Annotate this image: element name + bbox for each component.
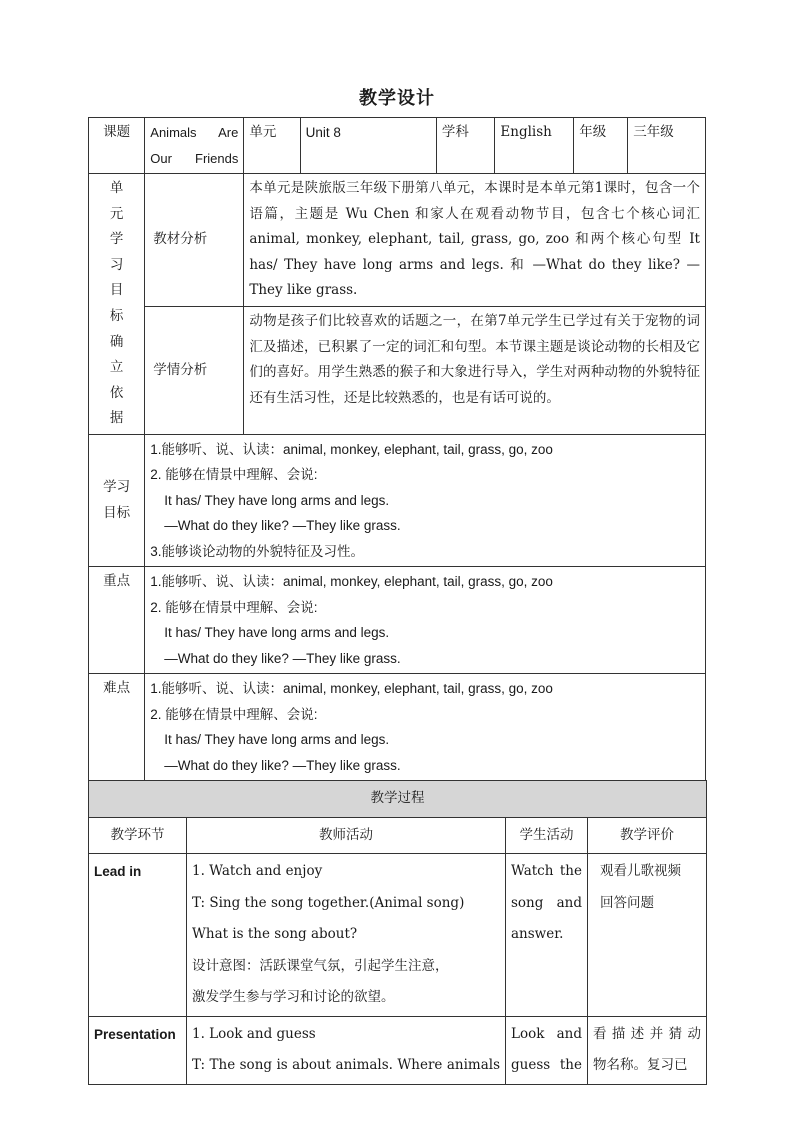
basis-label-char: 标 <box>109 307 124 324</box>
difficulty-line: It has/ They have long arms and legs. <box>164 732 390 748</box>
objective-line: —What do they like? —They like grass. <box>164 518 401 534</box>
key-point-line: 2. 能够在情景中理解、会说: <box>150 599 318 615</box>
column-header: 教学环节 <box>89 817 187 854</box>
teacher-activity-line: 1. Look and guess <box>192 1025 316 1042</box>
process-header: 教学过程 <box>89 781 707 818</box>
lesson-plan-table <box>88 117 706 807</box>
key-points-content <box>145 567 706 674</box>
objectives-label-line: 学习 <box>103 479 131 496</box>
basis-label-char: 据 <box>109 410 124 427</box>
document-title: 教学设计 <box>359 88 435 109</box>
evaluation-cell <box>588 854 707 1017</box>
basis-label-char: 元 <box>109 205 124 222</box>
column-header: 教师活动 <box>187 817 506 854</box>
student-activity-line: Watch the <box>511 863 582 879</box>
basis-label-char: 目 <box>109 282 124 299</box>
learner-analysis-label: 学情分析 <box>145 307 244 435</box>
evaluation-line: 观看儿歌视频 <box>600 863 681 879</box>
objective-line: 2. 能够在情景中理解、会说: <box>150 467 318 483</box>
grade-label: 年级 <box>574 118 628 174</box>
lesson-label: 课题 <box>89 118 145 174</box>
objectives-label-line: 目标 <box>103 504 131 521</box>
learner-analysis-text: 动物是孩子们比较喜欢的话题之一，在第7单元学生已学过有关于宠物的词汇及描述，已积累了一定的词汇和句型。本节课主题是谈论动物的长相及它们的喜好。用学生熟悉的猴子和大象进行导入，学生对两种动物的外貌特征还有生活习性，还是比较熟悉的，也是有话可说的。 <box>244 307 706 435</box>
teacher-activity-line: T: The song is about animals. Where animals <box>192 1057 500 1073</box>
textbook-analysis-row <box>89 174 706 307</box>
key-points-row <box>89 567 706 674</box>
basis-label <box>89 174 145 435</box>
evaluation-line: 物名称。复习已 <box>593 1057 688 1073</box>
process-row <box>89 854 707 1017</box>
stage-cell: Lead in <box>89 854 187 1017</box>
student-activity-line: Look and <box>511 1025 582 1042</box>
subject-label: 学科 <box>436 118 495 174</box>
basis-label-char: 学 <box>109 231 124 248</box>
teaching-process-table <box>88 780 707 1085</box>
teacher-activity-cell <box>187 854 506 1017</box>
learner-analysis-row <box>89 307 706 435</box>
student-activity-line: guess the <box>511 1057 582 1073</box>
teacher-activity-line: What is the song about? <box>192 926 358 942</box>
teacher-activity-line: 激发学生参与学习和讨论的欲望。 <box>192 989 395 1005</box>
process-header-row <box>89 781 707 818</box>
basis-label-char: 习 <box>109 256 124 273</box>
info-row <box>89 118 706 174</box>
objective-line: 3.能够谈论动物的外貌特征及习性。 <box>150 543 365 559</box>
stage-cell: Presentation <box>89 1016 187 1084</box>
textbook-analysis-text: 本单元是陕旅版三年级下册第八单元，本课时是本单元第1课时，包含一个语篇，主题是 Wu Chen 和家人在观看动物节目，包含七个核心词汇 animal, monkey, elephant, tail, grass, go, zoo 和两个核心句型 It has/ They have long arms and legs. 和 —What do they like? —They like grass. <box>244 174 706 307</box>
objectives-label <box>89 434 145 567</box>
textbook-analysis-label: 教材分析 <box>145 174 244 307</box>
basis-label-char: 依 <box>109 384 124 401</box>
objective-line: It has/ They have long arms and legs. <box>164 492 390 508</box>
objectives-row <box>89 434 706 567</box>
student-activity-line: song and <box>511 894 582 911</box>
key-point-line: It has/ They have long arms and legs. <box>164 625 390 641</box>
teacher-activity-line: 设计意图：活跃课堂气氛，引起学生注意， <box>192 957 449 974</box>
objective-line: 1.能够听、说、认读：animal, monkey, elephant, tail, grass, go, zoo <box>150 441 553 457</box>
student-activity-cell <box>506 1016 588 1084</box>
student-activity-cell <box>506 854 588 1017</box>
difficulty-line: 1.能够听、说、认读：animal, monkey, elephant, tail, grass, go, zoo <box>150 681 553 697</box>
process-row <box>89 1016 707 1084</box>
process-columns-row <box>89 817 707 854</box>
evaluation-line: 回答问题 <box>600 894 654 911</box>
column-header: 教学评价 <box>588 817 707 854</box>
difficulties-label: 难点 <box>89 674 145 807</box>
teacher-activity-line: T: Sing the song together.(Animal song) <box>192 894 465 911</box>
evaluation-cell <box>588 1016 707 1084</box>
teacher-activity-cell <box>187 1016 506 1084</box>
key-point-line: —What do they like? —They like grass. <box>164 650 401 666</box>
difficulty-line: —What do they like? —They like grass. <box>164 757 401 773</box>
grade-value: 三年级 <box>628 118 706 174</box>
column-header: 学生活动 <box>506 817 588 854</box>
basis-label-char: 单 <box>109 180 124 196</box>
basis-label-char: 确 <box>109 333 124 350</box>
teacher-activity-line: 1. Watch and enjoy <box>192 863 323 879</box>
unit-value: Unit 8 <box>300 118 436 174</box>
basis-label-char: 立 <box>109 359 124 376</box>
difficulty-line: 2. 能够在情景中理解、会说: <box>150 706 318 722</box>
evaluation-line: 看描述并猜动 <box>593 1025 701 1042</box>
lesson-value: Animals Are Our Friends <box>145 118 244 174</box>
subject-value: English <box>495 118 574 174</box>
student-activity-line: answer. <box>511 926 564 942</box>
key-points-label: 重点 <box>89 567 145 674</box>
key-point-line: 1.能够听、说、认读：animal, monkey, elephant, tail, grass, go, zoo <box>150 574 553 590</box>
objectives-content <box>145 434 706 567</box>
unit-label: 单元 <box>244 118 300 174</box>
